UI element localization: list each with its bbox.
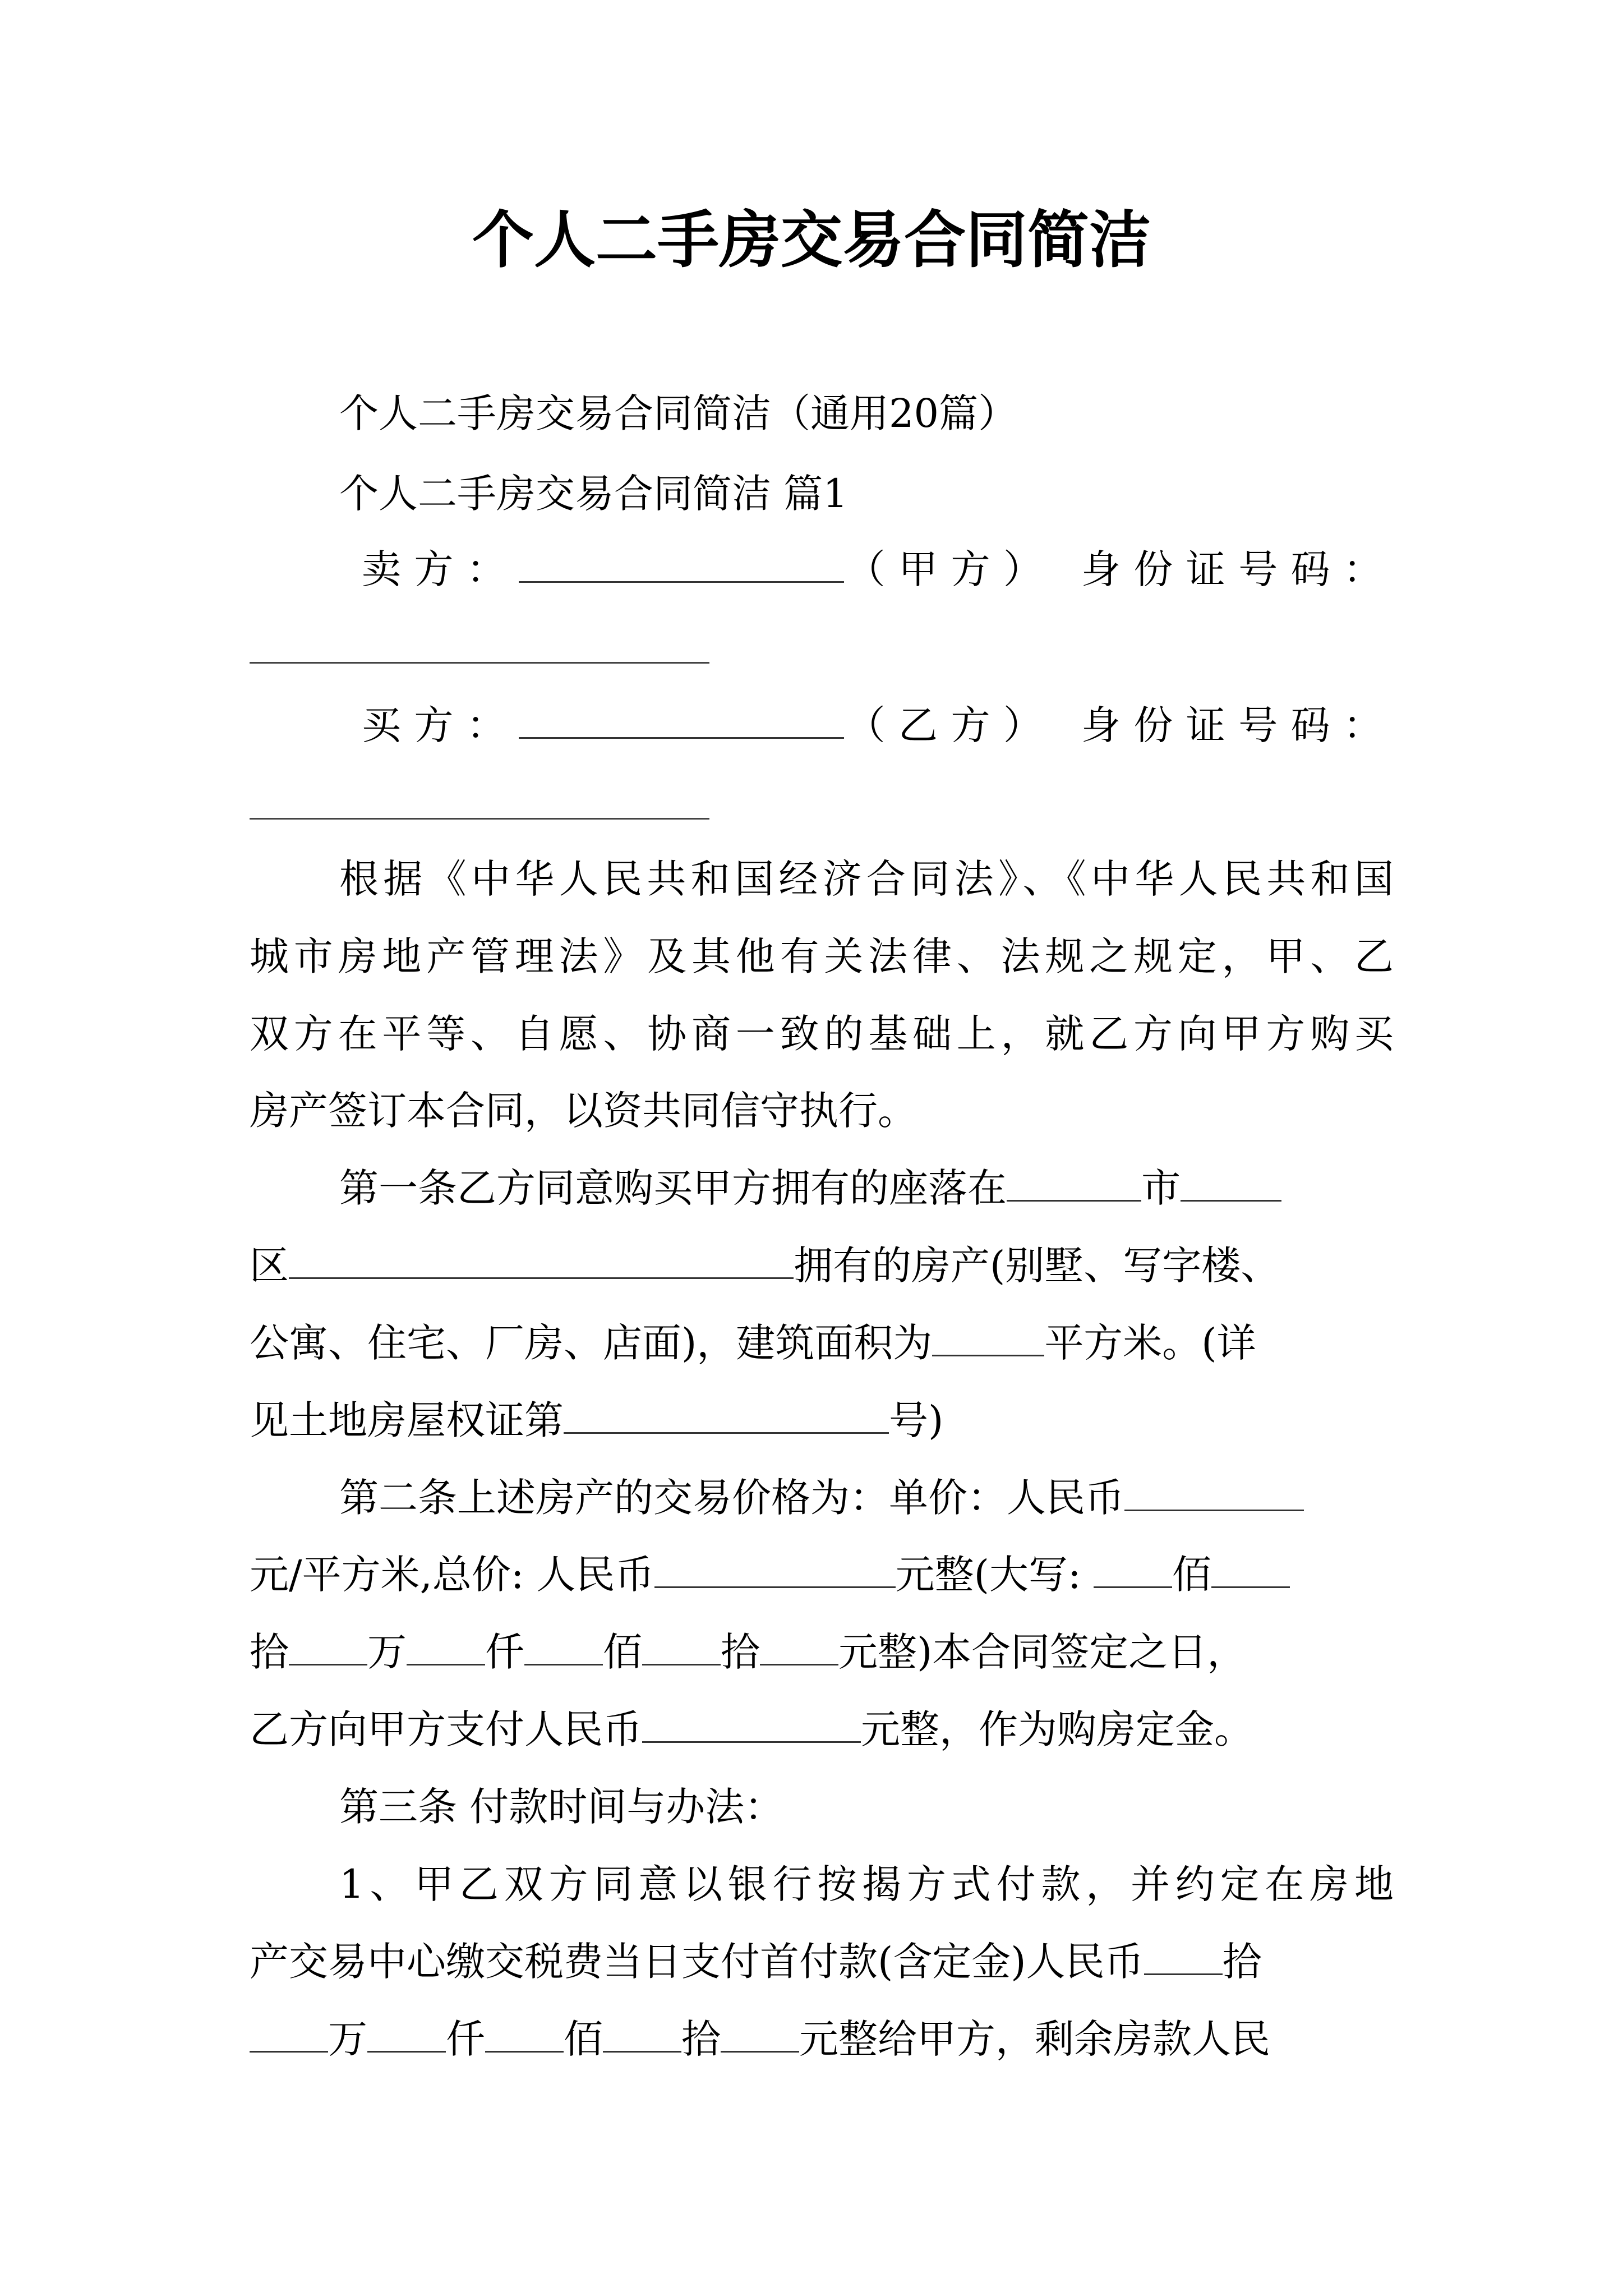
address-blank [289,1238,794,1279]
article1-line-2 [250,1237,1394,1294]
preamble-line-1: 根据《中华人民共和国经济合同法》、《中华人民共和国 [339,856,1394,902]
preamble-line-2: 城市房地产管理法》及其他有关法律、法规之规定，甲、乙 [250,933,1394,979]
article2-shi-2: 拾 [721,1629,760,1675]
a3-wan-blank [250,2012,328,2053]
seller-id-blank [250,662,709,664]
buyer-line [250,697,1394,753]
district-blank [1181,1161,1281,1202]
down-payment-blank [1144,1934,1223,1975]
buyer-name-blank [519,698,844,739]
city-blank [1007,1161,1141,1202]
total-price-blank [654,1547,896,1588]
article1-city-label: 市 [1141,1165,1181,1211]
section-heading-text: 个人二手房交易合同简洁 篇1 [339,471,848,517]
bai-blank [524,1625,603,1665]
article3-shi-2: 拾 [681,2016,721,2062]
article3-wan: 万 [328,2016,367,2062]
article1-text-f: 号) [889,1397,944,1443]
unit-price-blank [1124,1470,1304,1511]
article2-text-d: 佰 [1172,1552,1211,1598]
article2-text-b: 元/平方米,总价: 人民币 [250,1552,654,1598]
buyer-party: （乙方） [844,702,1056,748]
subtitle [250,385,1394,441]
article3-text-a: 产交易中心缴交税费当日支付首付款(含定金)人民币 [250,1939,1144,1985]
wan-blank [289,1625,367,1665]
article3-line-1: 1、甲乙双方同意以银行按揭方式付款，并约定在房地 [339,1861,1394,1907]
article2-text-c: 元整(大写: [895,1552,1081,1598]
yuan-blank [760,1625,838,1665]
article3-heading: 第三条 付款时间与办法： [339,1784,784,1830]
buyer-id-label: 身份证号码： [1081,702,1394,748]
article3-bai: 佰 [564,2016,603,2062]
preamble-line-4: 房产签订本合同，以资共同信守执行。 [250,1088,917,1134]
a3-qian-blank [367,2012,446,2053]
ten-thousand-blank [1211,1547,1290,1588]
a3-yuan-blank [721,2012,799,2053]
article3-text-b: 元整给甲方，剩余房款人民 [799,2016,1270,2062]
article1-text-e: 见土地房屋权证第 [250,1397,564,1443]
article2-text-f: 乙方向甲方支付人民币 [250,1706,642,1752]
buyer-id-blank [250,818,709,820]
buyer-label: 买方： [362,702,519,748]
seller-line [250,541,1394,597]
a3-shi-blank [603,2012,681,2053]
article1-line-1 [250,1160,1483,1216]
article2-bai: 佰 [603,1629,642,1675]
article2-wan: 万 [367,1629,407,1675]
article2-text-e: 元整)本合同签定之日， [838,1629,1247,1675]
qian-blank [407,1625,485,1665]
article1-text-c: 公寓、住宅、厂房、店面)，建筑面积为 [250,1320,933,1366]
seller-party: （甲方） [844,546,1056,592]
article1-line-4 [250,1392,1394,1448]
article2-line-2 [250,1547,1394,1603]
shi-blank [642,1625,721,1665]
deposit-blank [642,1702,861,1743]
article1-text-b: 拥有的房产(别墅、写字楼、 [794,1243,1280,1289]
article2-qian: 仟 [485,1629,524,1675]
article1-text-a: 第一条乙方同意购买甲方拥有的座落在 [339,1165,1007,1211]
article2-text-a: 第二条上述房产的交易价格为：单价：人民币 [339,1475,1124,1521]
article3-line-2 [250,1934,1394,1990]
area-blank [932,1315,1044,1356]
hundred-thousand-blank [1094,1547,1172,1588]
article1-district-label: 区 [250,1243,289,1289]
seller-name-blank [519,542,844,583]
article2-line-3 [250,1624,1394,1680]
document-title: 个人二手房交易合同简洁 [472,204,1151,276]
certificate-blank [564,1393,889,1434]
a3-bai-blank [485,2012,564,2053]
subtitle-text: 个人二手房交易合同简洁（通用20篇） [339,390,1018,436]
article2-text-g: 元整，作为购房定金。 [861,1706,1253,1752]
article3-shi-1: 拾 [1222,1939,1262,1985]
section-heading [250,466,1394,522]
article3-qian: 仟 [446,2016,485,2062]
seller-id-label: 身份证号码： [1081,546,1394,592]
article2-line-1 [250,1470,1483,1526]
article2-shi-1: 拾 [250,1629,289,1675]
preamble-line-3: 双方在平等、自愿、协商一致的基础上，就乙方向甲方购买 [250,1011,1394,1057]
article1-text-d: 平方米。(详 [1044,1320,1256,1366]
article3-line-3 [250,2011,1394,2067]
article1-line-3 [250,1315,1394,1371]
seller-label: 卖方： [362,546,519,592]
article2-line-4 [250,1701,1394,1757]
